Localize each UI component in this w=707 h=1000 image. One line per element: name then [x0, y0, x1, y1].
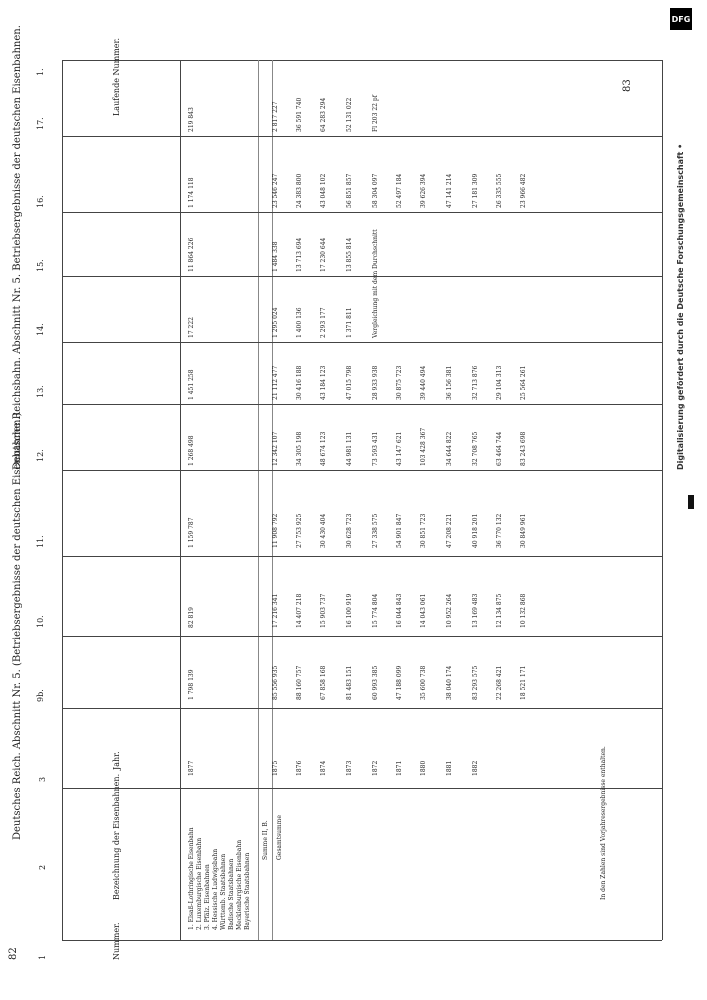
cell-col13: 32 713 876 [472, 365, 479, 400]
year-cell: 1874 [320, 760, 327, 776]
cell-col10: 15 774 804 [372, 593, 379, 628]
description-header: Bezeichnung der Eisenbahnen. [112, 773, 121, 900]
cell-col13: 29 104 313 [496, 365, 503, 400]
cell-col10: 15 903 737 [320, 593, 327, 628]
col-rule-10 [62, 136, 662, 137]
cell-col15: 11 864 226 [188, 237, 195, 272]
reflection-note: Vergleichung mit dem Durchschnitt [372, 229, 379, 338]
right-rule [662, 60, 663, 940]
column-9b-header: 9b. [36, 689, 45, 702]
number-header: Nummer. [112, 922, 121, 960]
cell-col16: 24 383 800 [296, 173, 303, 208]
cell-col16: 43 048 102 [320, 173, 327, 208]
cell-col16: 58 304 097 [372, 173, 379, 208]
row-label-5: Württemb. Staatsbahnen [220, 853, 227, 930]
cell-col11: 54 901 847 [396, 513, 403, 548]
cell-col13: 30 875 723 [396, 365, 403, 400]
column-10-header: 10. [36, 615, 45, 628]
cell-col14: 1 371 811 [346, 307, 353, 338]
cell-col12: 1 268 498 [188, 435, 195, 466]
cell-col12: 63 464 744 [496, 431, 503, 466]
cell-col11: 47 208 221 [446, 513, 453, 548]
cell-col12: 12 342 107 [272, 431, 279, 466]
cell-col11: 36 770 132 [496, 513, 503, 548]
cell-col13: 25 564 261 [520, 365, 527, 400]
year-cell: 1875 [272, 760, 279, 776]
col-rule-1 [62, 788, 662, 789]
cell-col9: 85 556 935 [272, 665, 279, 700]
bottom-rule [62, 940, 662, 941]
top-rule [62, 60, 662, 61]
page-number-left: 82 [8, 947, 19, 960]
year-header: Jahr. [112, 751, 121, 770]
col-rule-3 [62, 636, 662, 637]
cell-col16: 23 546 247 [272, 173, 279, 208]
right-page-title: Deutsche Reichsbahn. Abschnitt Nr. 5. Betriebsergebnisse der deutschen Eisenbahnen. [12, 25, 23, 470]
cell-col16: 56 851 857 [346, 173, 353, 208]
cell-col14: 1 295 024 [272, 307, 279, 338]
cell-col15: 13 713 694 [296, 237, 303, 272]
cell-col10: 10 952 264 [446, 593, 453, 628]
cell-col17: 2 817 227 [272, 101, 279, 132]
cell-col12: 103 428 367 [420, 427, 427, 466]
page-number-right: 83 [622, 79, 633, 92]
cell-col11: 11 908 792 [272, 513, 279, 548]
cell-col10: 16 044 843 [396, 593, 403, 628]
cell-col10: 17 216 341 [272, 593, 279, 628]
cell-col16: 47 141 214 [446, 173, 453, 208]
cell-col10: 12 134 875 [496, 593, 503, 628]
row-label-1: 1. Elsaß-Lothringische Eisenbahn [188, 827, 195, 930]
row-label-2: 2. Luxemburgische Eisenbahn [196, 837, 203, 930]
cell-col14: 17 222 [188, 317, 195, 338]
year-cell: 1881 [446, 760, 453, 776]
cell-col11: 30 849 961 [520, 513, 527, 548]
cell-col10: 14 407 218 [296, 593, 303, 628]
cell-col12: 48 674 123 [320, 431, 327, 466]
cell-col11: 40 918 201 [472, 513, 479, 548]
col-rule-6 [62, 404, 662, 405]
cell-col9: 67 858 168 [320, 665, 327, 700]
cell-col16: 39 626 394 [420, 173, 427, 208]
cell-col9: 60 993 385 [372, 665, 379, 700]
col-rule-5 [62, 470, 662, 471]
scan-mark [688, 495, 694, 509]
cell-col13: 47 015 798 [346, 365, 353, 400]
cell-col10: 16 100 919 [346, 593, 353, 628]
col-rule-8 [62, 276, 662, 277]
row-label-6: Badische Staatsbahnen [228, 858, 235, 930]
col-rule-9 [62, 212, 662, 213]
row-label-7: Mecklenburgische Eisenbahn [236, 839, 243, 930]
cell-col12: 73 593 431 [372, 431, 379, 466]
cell-col13: 28 933 938 [372, 365, 379, 400]
year-cell: 1873 [346, 760, 353, 776]
cell-col11: 30 430 404 [320, 513, 327, 548]
cell-col12: 32 708 765 [472, 431, 479, 466]
cell-col16: 1 174 118 [188, 177, 195, 208]
laufende-nummer-header: Laufende Nummer. [112, 37, 121, 116]
header-separator [180, 60, 181, 940]
cell-col11: 27 338 575 [372, 513, 379, 548]
column-3-header: 3 [38, 776, 47, 782]
cell-col16: 27 181 309 [472, 173, 479, 208]
cell-col16: 52 497 184 [396, 173, 403, 208]
cell-col9: 88 160 757 [296, 665, 303, 700]
column-14-header: 14. [36, 323, 45, 336]
cell-col17: Fl 203 22 pf [372, 95, 379, 132]
col-rule-7 [62, 342, 662, 343]
row-label-gesamt: Gesamtsumme [276, 815, 283, 860]
cell-col11: 1 159 787 [188, 517, 195, 548]
cell-col9: 22 268 421 [496, 665, 503, 700]
column-15-header: 15. [36, 259, 45, 272]
cell-col11: 30 851 723 [420, 513, 427, 548]
col-rule-4 [62, 556, 662, 557]
dfg-watermark-text: Digitalisierung gefördert durch die Deutsche Forschungsgemeinschaft • [676, 143, 685, 470]
cell-col15: 1 484 338 [272, 241, 279, 272]
cell-col17: 36 591 740 [296, 97, 303, 132]
cell-col11: 27 753 925 [296, 513, 303, 548]
cell-col12: 34 305 198 [296, 431, 303, 466]
year-cell: 1880 [420, 760, 427, 776]
cell-col15: 17 230 644 [320, 237, 327, 272]
cell-col10: 13 169 483 [472, 593, 479, 628]
column-2-header: 2 [38, 864, 47, 870]
cell-col9: 18 521 171 [520, 665, 527, 700]
dfg-logo: DFG [670, 8, 692, 30]
cell-col10: 14 043 061 [420, 593, 427, 628]
year-cell: 1876 [296, 760, 303, 776]
cell-col13: 39 440 494 [420, 365, 427, 400]
cell-col10: 10 132 868 [520, 593, 527, 628]
cell-col10: 82 819 [188, 607, 195, 628]
column-12-header: 12. [36, 449, 45, 462]
left-rule [62, 60, 63, 940]
left-page-title: Deutsches Reich. Abschnitt Nr. 5. (Betriebsergebnisse der deutschen Eisenbahnen.) [12, 412, 23, 840]
cell-col9: 47 188 099 [396, 665, 403, 700]
year-cell: 1871 [396, 760, 403, 776]
cell-col11: 30 628 723 [346, 513, 353, 548]
column-1-header: 1 [38, 954, 47, 960]
cell-col14: 2 293 177 [320, 307, 327, 338]
cell-col9: 81 483 151 [346, 665, 353, 700]
cell-col13: 30 416 188 [296, 365, 303, 400]
column-16-header: 16. [36, 195, 45, 208]
cell-col12: 83 243 698 [520, 431, 527, 466]
cell-col16: 23 966 482 [520, 173, 527, 208]
cell-col9: 83 293 575 [472, 665, 479, 700]
cell-col12: 44 981 131 [346, 431, 353, 466]
cell-col16: 26 335 555 [496, 173, 503, 208]
cell-col9: 1 798 139 [188, 669, 195, 700]
year-cell: 1872 [372, 760, 379, 776]
column-18-header: 1. [36, 68, 45, 76]
cell-col12: 34 644 822 [446, 431, 453, 466]
column-11-header: 11. [36, 535, 45, 548]
footer-note: In den Zahlen sind Vorjahresergebnisse enthalten. [600, 746, 607, 900]
row-label-8: Bayerische Staatsbahnen [244, 852, 251, 930]
cell-col13: 36 156 381 [446, 365, 453, 400]
cell-col13: 43 184 123 [320, 365, 327, 400]
cell-col17: 64 283 294 [320, 97, 327, 132]
cell-col17: 219 843 [188, 107, 195, 132]
cell-col15: 13 855 814 [346, 237, 353, 272]
column-17-header: 17. [36, 117, 45, 130]
row-label-3: 3. Pfälz. Eisenbahnen [204, 864, 211, 930]
cell-col9: 35 600 738 [420, 665, 427, 700]
cell-col13: 1 451 258 [188, 369, 195, 400]
cell-col12: 43 147 621 [396, 431, 403, 466]
year-cell: 1877 [188, 760, 195, 776]
year-cell: 1882 [472, 760, 479, 776]
cell-col17: 52 131 022 [346, 97, 353, 132]
column-13-header: 13. [36, 385, 45, 398]
row-label-4: 4. Hessische Ludwigsbahn [212, 848, 219, 930]
cell-col9: 38 040 174 [446, 665, 453, 700]
row-label-summe: Summe II, B. [262, 820, 269, 860]
cell-col13: 21 112 477 [272, 365, 279, 400]
col-rule-2 [62, 708, 662, 709]
summe-separator [258, 60, 259, 940]
cell-col14: 1 400 136 [296, 307, 303, 338]
